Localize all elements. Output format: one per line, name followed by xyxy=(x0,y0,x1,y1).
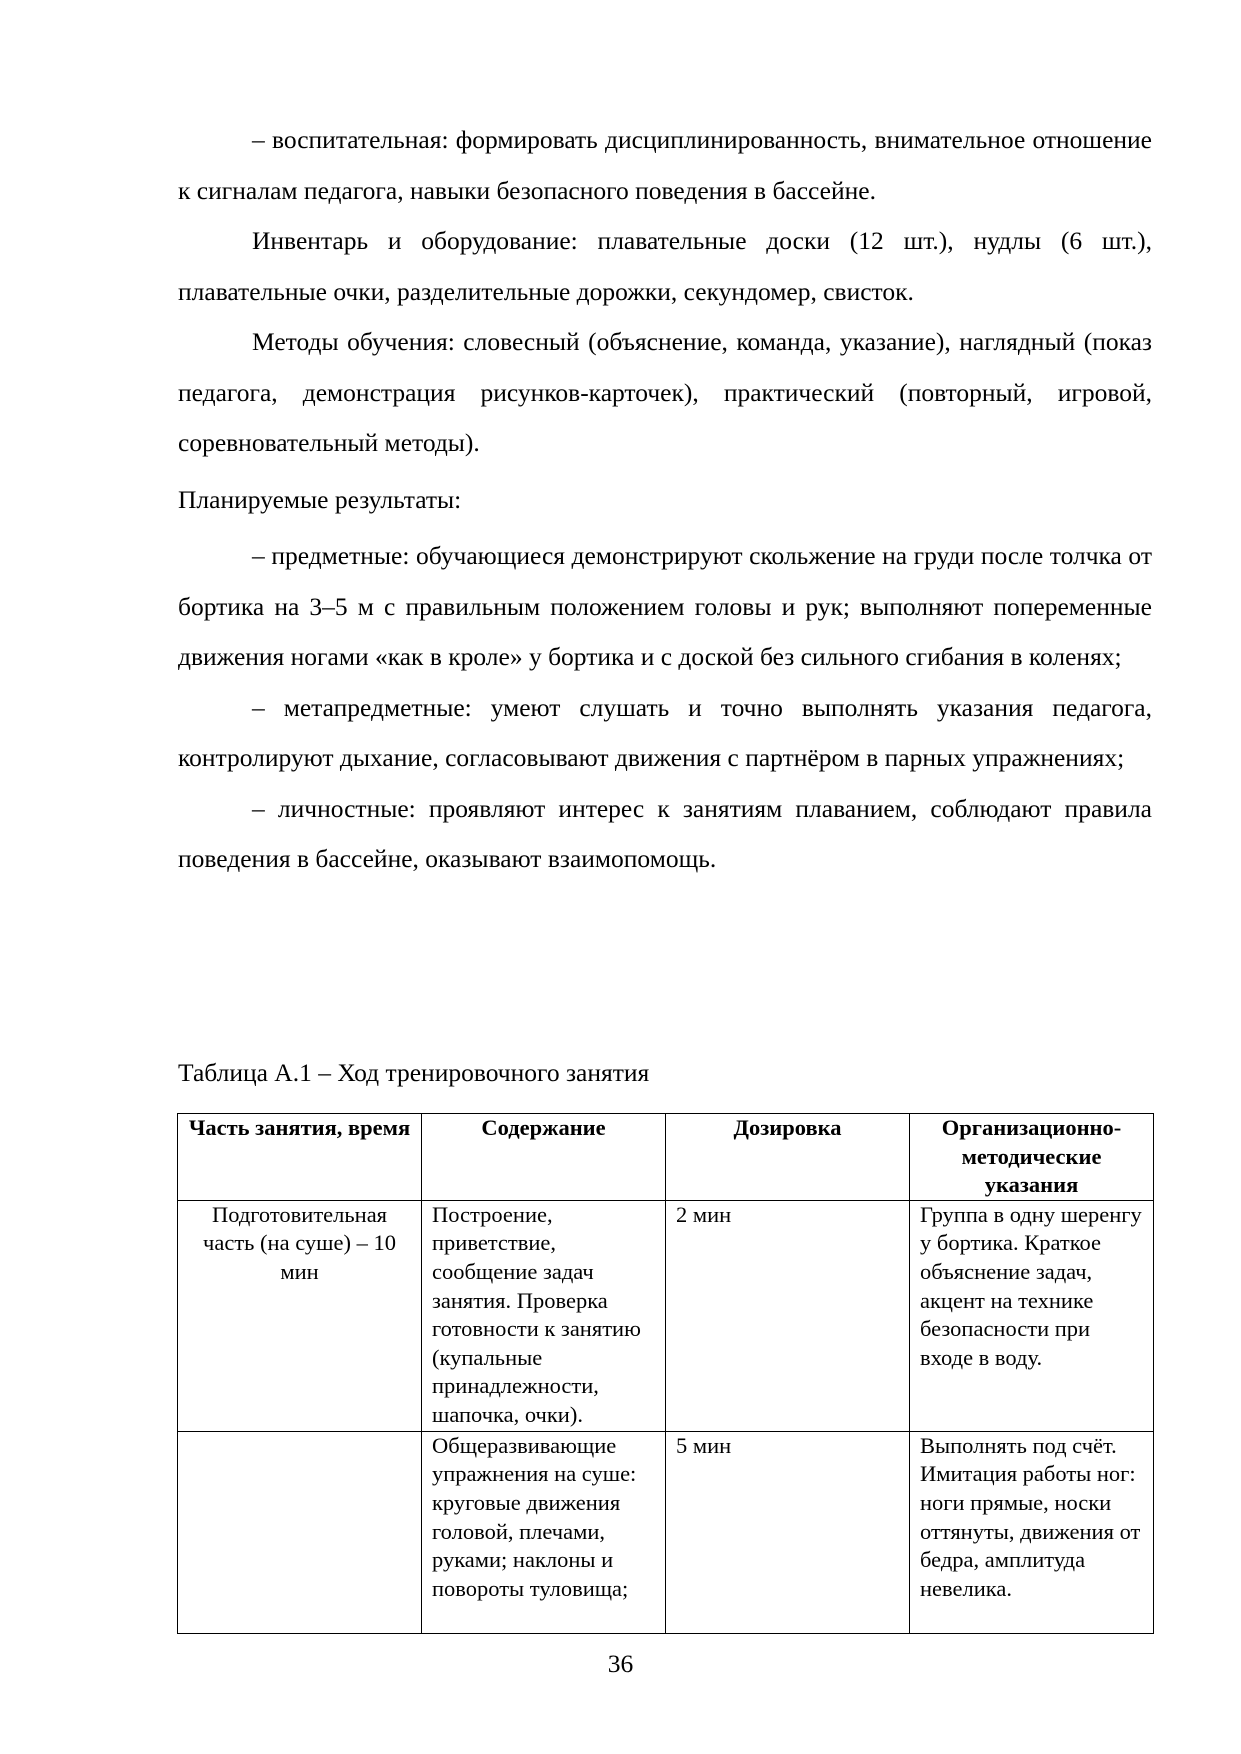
cell-content: Общеразвивающие упражнения на суше: круговые движения головой, плечами, руками; наклоны и повороты туловища; xyxy=(422,1431,666,1633)
page-number: 36 xyxy=(607,1649,634,1678)
table-row xyxy=(178,1431,1154,1633)
page-body xyxy=(178,115,1152,885)
cell-content: Построение, приветствие, сообщение задач занятия. Проверка готовности к занятию (купальные принадлежности, шапочка, очки). xyxy=(422,1200,666,1431)
cell-notes: Выполнять под счёт. Имитация работы ног: ноги прямые, носки оттянуты, движения от бедра, амплитуда невелика. xyxy=(910,1431,1154,1633)
cell-dosage: 5 мин xyxy=(666,1431,910,1633)
result-metasubject: – метапредметные: умеют слушать и точно выполнять указания педагога, контролируют дыхание, согласовывают движения с партнёром в парных упражнениях; xyxy=(178,692,1152,772)
training-session-table xyxy=(177,1113,1154,1634)
cell-part: Подготовительная часть (на суше) – 10 мин xyxy=(178,1200,422,1431)
paragraph-equipment: Инвентарь и оборудование: плавательные доски (12 шт.), нудлы (6 шт.), плавательные очки, разделительные дорожки, секундомер, свисток. xyxy=(178,226,1152,306)
cell-dosage: 2 мин xyxy=(666,1200,910,1431)
column-header-dosage: Дозировка xyxy=(666,1114,910,1201)
cell-notes: Группа в одну шеренгу у бортика. Краткое объяснение задач, акцент на технике безопасности при входе в воду. xyxy=(910,1200,1154,1431)
table-header-row xyxy=(178,1114,1154,1201)
column-header-notes: Организационно-методические указания xyxy=(910,1114,1154,1201)
results-heading: Планируемые результаты: xyxy=(178,484,462,514)
table-caption: Таблица А.1 – Ход тренировочного занятия xyxy=(178,1058,650,1087)
result-personal: – личностные: проявляют интерес к занятиям плаванием, соблюдают правила поведения в бассейне, оказывают взаимопомощь. xyxy=(178,793,1152,873)
table-row xyxy=(178,1200,1154,1431)
column-header-content: Содержание xyxy=(422,1114,666,1201)
result-subject: – предметные: обучающиеся демонстрируют скольжение на груди после толчка от бортика на 3–5 м с правильным положением головы и рук; выполняют попеременные движения ногами «как в кроле» у бортика и с доской без сильного сгибания в коленях; xyxy=(178,541,1152,671)
paragraph-educational-goal: – воспитательная: формировать дисциплинированность, внимательное отношение к сигналам педагога, навыки безопасного поведения в бассейне. xyxy=(178,125,1152,205)
column-header-part: Часть занятия, время xyxy=(178,1114,422,1201)
paragraph-teaching-methods: Методы обучения: словесный (объяснение, команда, указание), наглядный (показ педагога, демонстрация рисунков-карточек), практический (повторный, игровой, соревновательный методы). xyxy=(178,327,1152,457)
cell-part xyxy=(178,1431,422,1633)
